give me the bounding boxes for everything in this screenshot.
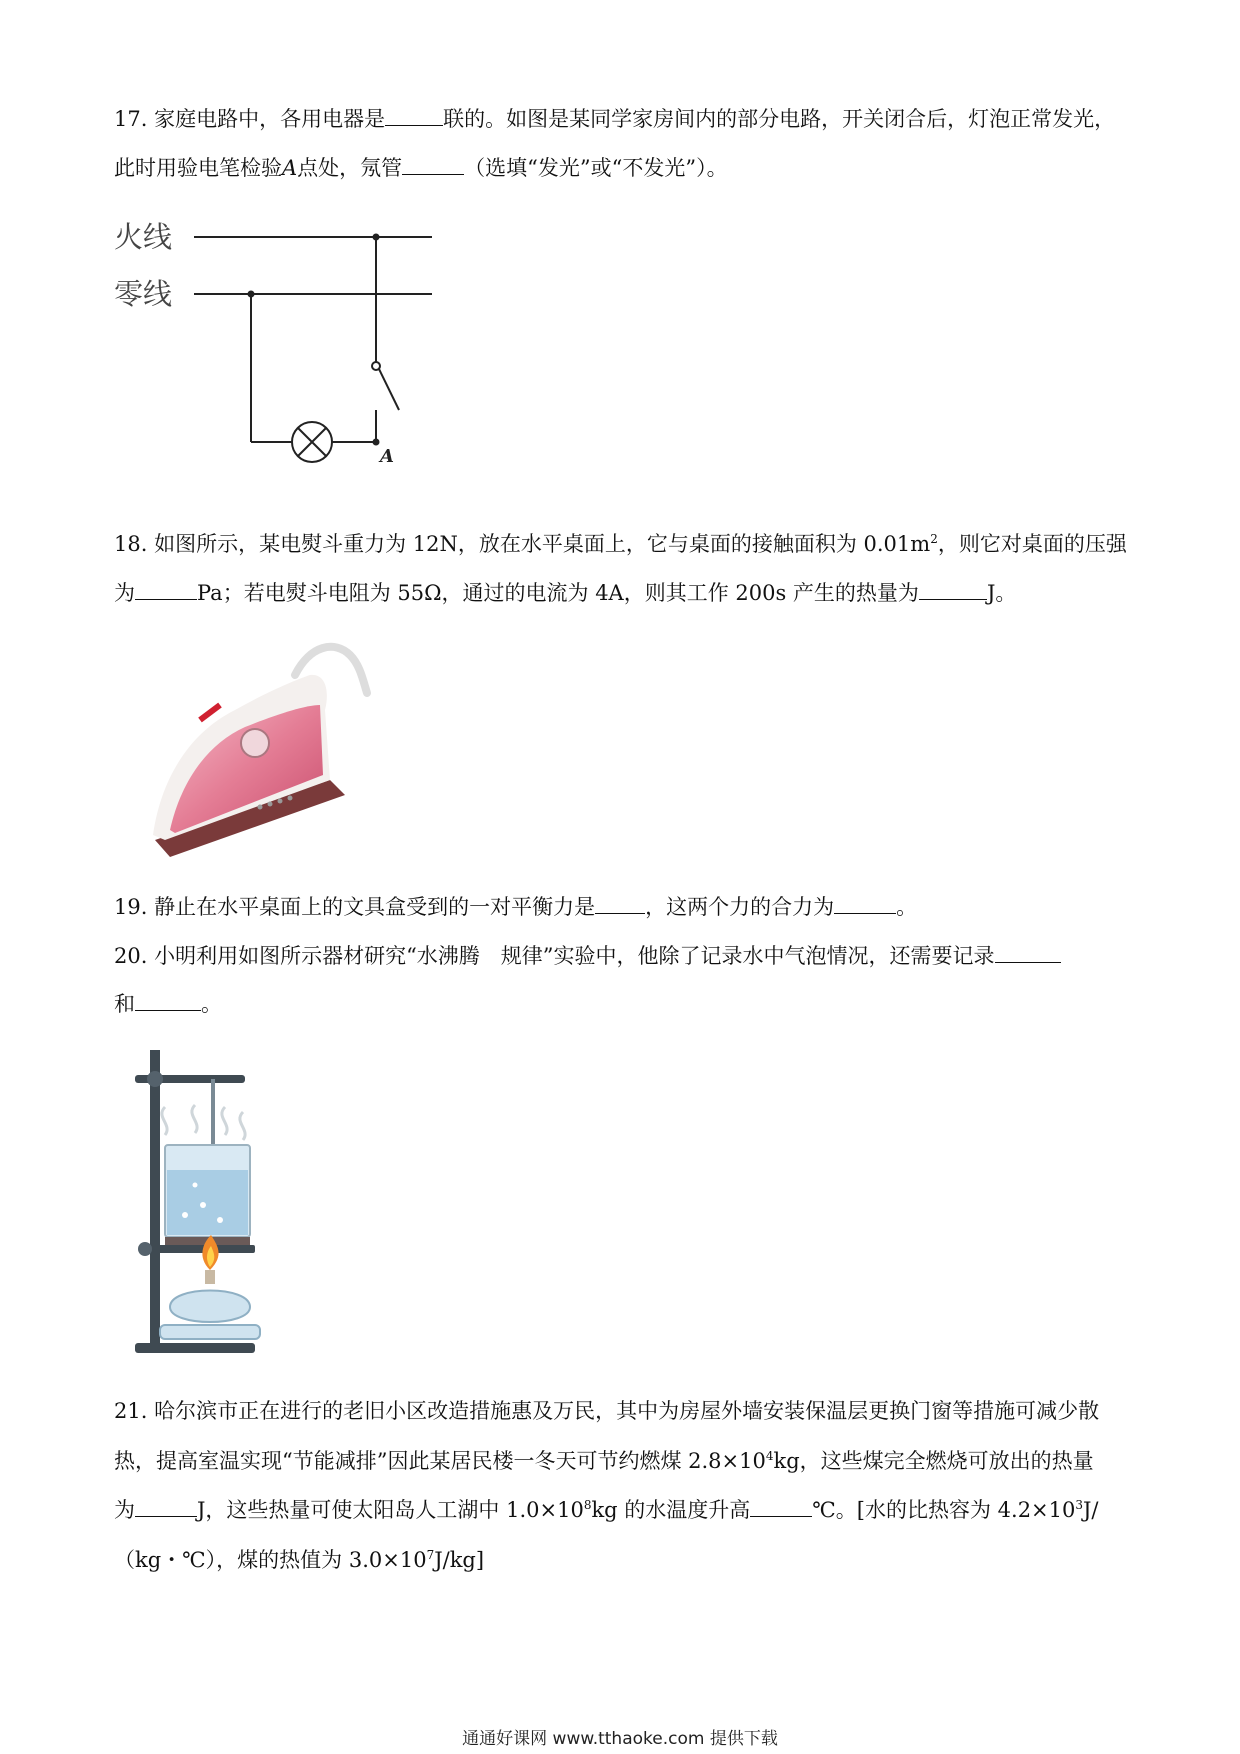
- circuit-diagram: [110, 210, 440, 470]
- q18-line-1: 18. 如图所示，某电熨斗重力为 12N，放在水平桌面上，它与桌面的接触面积为 $0.01m^2$，则它对桌面的压强: [114, 532, 1127, 556]
- q17-line-1: 17. 家庭电路中，各用电器是 联的。如图是某同学家房间内的部分电路，开关闭合后，灯泡正常发光，: [114, 107, 1116, 131]
- q21-line-1: 21. 哈尔滨市正在进行的老旧小区改造措施惠及万民，其中为房屋外墙安装保温层更换门窗等措施可减少散: [114, 1399, 1100, 1423]
- answer-blank[interactable]: [135, 579, 197, 600]
- answer-blank[interactable]: [595, 893, 645, 914]
- q21-line-2: 热，提高室温实现“节能减排”因此某居民楼一冬天可节约燃煤 $2.8\times 10^4kg$，这些煤完全燃烧可放出的热量: [114, 1449, 1094, 1473]
- answer-blank[interactable]: [385, 105, 443, 126]
- electric-iron-image: [145, 635, 375, 860]
- answer-blank[interactable]: [995, 942, 1061, 963]
- boiling-experiment-image: [125, 1045, 275, 1360]
- answer-blank[interactable]: [135, 990, 201, 1011]
- q20-line-2: 和 。: [114, 992, 222, 1016]
- q17-line-2: 此时用验电笔检验A点处，氖管 （选填“发光”或“不发光”）。: [114, 156, 728, 180]
- answer-blank[interactable]: [135, 1496, 197, 1517]
- live-wire-label: 火线: [114, 220, 173, 254]
- point-a-label: A: [380, 446, 394, 467]
- q18-line-2: 为 Pa；若电熨斗电阻为 55Ω，通过的电流为 4A，则其工作 200s 产生的热量为 J。: [114, 581, 1017, 605]
- answer-blank[interactable]: [834, 893, 896, 914]
- q21-line-3: 为 J，这些热量可使太阳岛人工湖中 $1.0\times 10^8kg$ 的水温度升高 ℃。[水的比热容为 $4.2\times 10^3J/$: [114, 1498, 1099, 1522]
- q21-line-4: （kg・℃），煤的热值为 $3.0\times 10^7J/kg$]: [114, 1548, 485, 1572]
- answer-blank[interactable]: [402, 154, 464, 175]
- q20-line-1: 20. 小明利用如图所示器材研究“水沸腾 规律”实验中，他除了记录水中气泡情况，还需要记录: [114, 942, 1061, 970]
- footer-watermark: 通通好课网 www.tthaoke.com 提供下载: [462, 1729, 778, 1749]
- neutral-wire-label: 零线: [114, 277, 173, 311]
- answer-blank[interactable]: [919, 579, 987, 600]
- answer-blank[interactable]: [750, 1496, 812, 1517]
- q19-line: 19. 静止在水平桌面上的文具盒受到的一对平衡力是 ，这两个力的合力为 。: [114, 895, 918, 919]
